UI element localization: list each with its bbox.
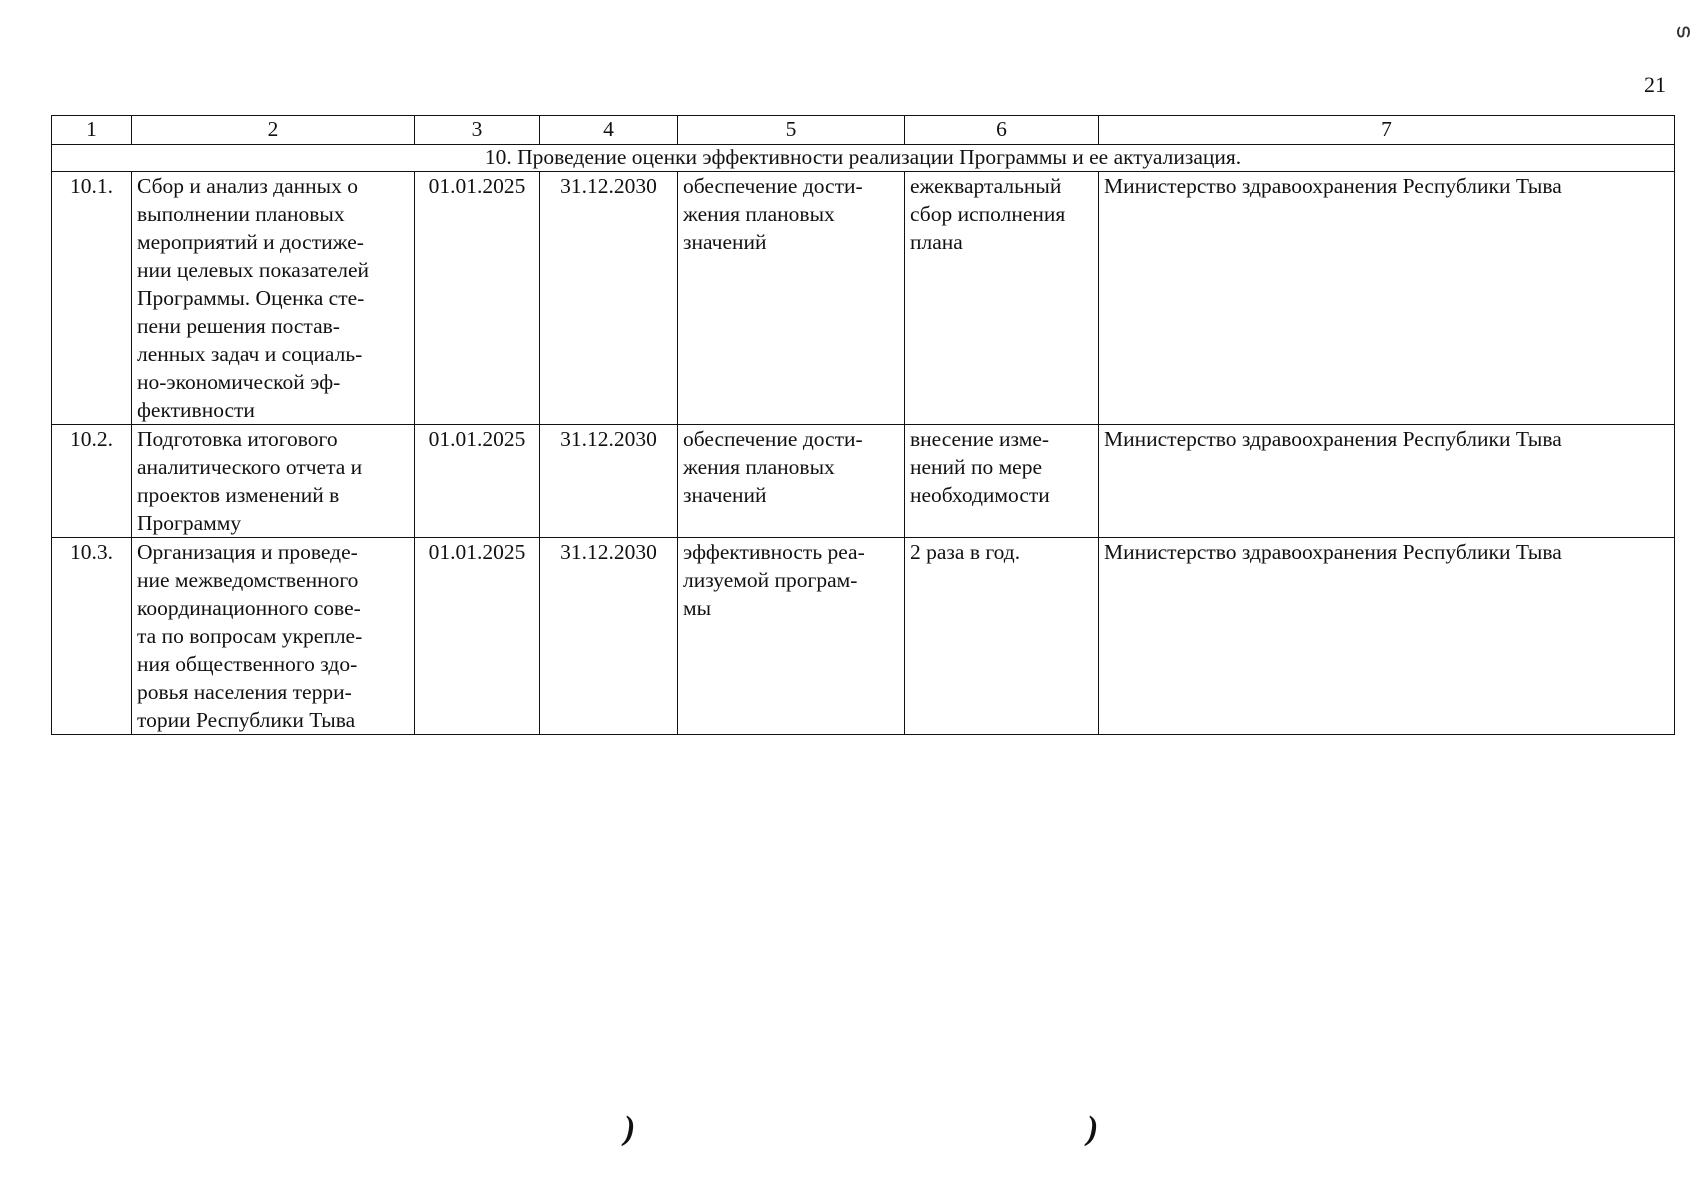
row-number: 10.3. [52,538,132,735]
section-title: 10. Проведение оценки эффективности реализации Программы и ее актуализация. [52,145,1675,172]
handwritten-mark: ) [624,1110,636,1147]
event-cell: Подготовка итогового аналитического отчета и проектов изменений в Программу [132,425,415,538]
table-row [52,425,1675,538]
column-header: 4 [540,116,678,145]
page-number: 21 [1644,72,1666,97]
start-date-cell: 01.01.2025 [415,538,540,735]
end-date-cell: 31.12.2030 [540,538,678,735]
responsible-cell: Министерство здравоохранения Республики Тыва [1099,425,1675,538]
result-cell: обеспечение дости- жения плановых значений [678,172,905,425]
corner-scan-mark: ട [1672,24,1697,38]
control-cell: внесение изме- нений по мере необходимости [905,425,1099,538]
row-number: 10.2. [52,425,132,538]
event-cell: Организация и проведе- ние межведомственного координационного сове- та по вопросам укрепле- ния общественного здо- ровья населения терри- тории Республики Тыва [132,538,415,735]
start-date-cell: 01.01.2025 [415,425,540,538]
control-cell: 2 раза в год. [905,538,1099,735]
start-date-cell: 01.01.2025 [415,172,540,425]
column-header: 5 [678,116,905,145]
end-date-cell: 31.12.2030 [540,172,678,425]
column-header: 1 [52,116,132,145]
table-row [52,538,1675,735]
column-header: 2 [132,116,415,145]
responsible-cell: Министерство здравоохранения Республики Тыва [1099,538,1675,735]
handwritten-mark: ) [1087,1110,1099,1147]
section-row [52,145,1675,172]
column-header: 6 [905,116,1099,145]
event-cell: Сбор и анализ данных о выполнении плановых мероприятий и достиже- нии целевых показателей Программы. Оценка сте- пени решения постав- ленных задач и социаль- но-экономической эф- фективности [132,172,415,425]
column-number-row [52,116,1675,145]
end-date-cell: 31.12.2030 [540,425,678,538]
control-cell: ежеквартальный сбор исполнения плана [905,172,1099,425]
result-cell: эффективность реа- лизуемой програм- мы [678,538,905,735]
responsible-cell: Министерство здравоохранения Республики Тыва [1099,172,1675,425]
column-header: 7 [1099,116,1675,145]
column-header: 3 [415,116,540,145]
result-cell: обеспечение дости- жения плановых значений [678,425,905,538]
table-row [52,172,1675,425]
row-number: 10.1. [52,172,132,425]
plan-table [51,115,1675,735]
